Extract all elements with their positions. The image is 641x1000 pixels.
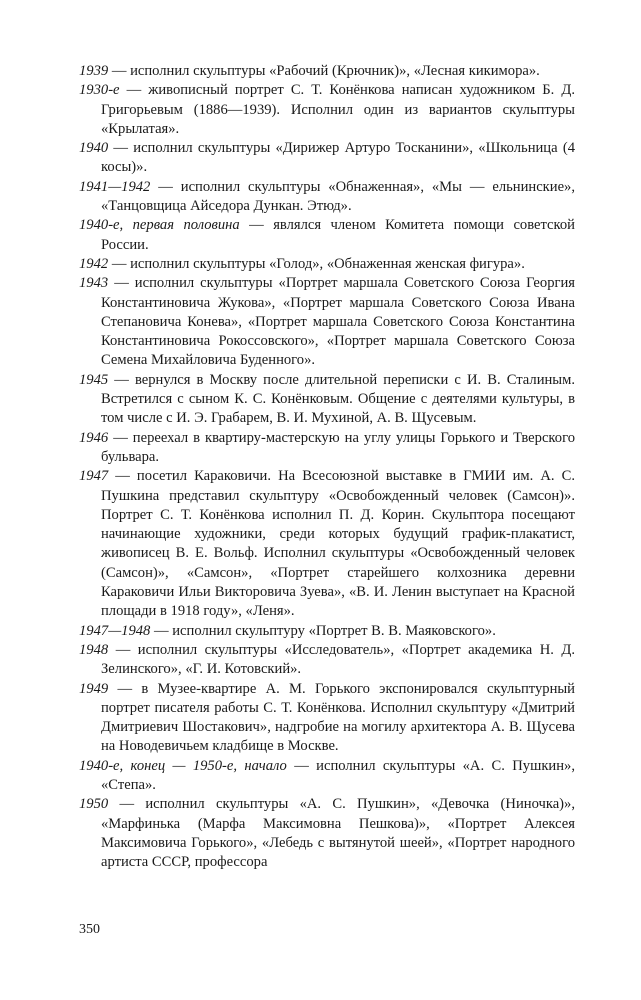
chronology-entry xyxy=(79,255,575,274)
entry-text: — исполнил скульптуры «Рабочий (Крючник)», «Лесная кикимора». xyxy=(108,63,540,79)
chronology-entry xyxy=(79,178,575,217)
chronology-entry xyxy=(79,757,575,796)
entry-text: — исполнил скульптуры «Обнаженная», «Мы — ельнинские», «Танцовщица Айседора Дункан. Этюд». xyxy=(101,178,575,215)
entry-text: — переехал в квартиру-мастерскую на углу улицы Горького и Тверского бульвара. xyxy=(101,429,575,465)
entry-text: — исполнил скульптуры «Голод», «Обнаженная женская фигура». xyxy=(108,255,525,272)
entry-date: 1947—1948 xyxy=(79,622,151,639)
chronology-entry xyxy=(79,622,575,641)
entry-text: — посетил Караковичи. На Всесоюзной выставке в ГМИИ им. А. С. Пушкина представил скульптуру «Освобожденный человек (Самсон)». Портрет С. Т. Конёнкова исполнил П. Д. Корин. Скульптора посещают начинающие художники, среди которых будущий график-плакатист, живописец В. Е. Вольф. Исполнил скульптуры «Освобожденный человек (Самсон)», «Самсон», «Портрет старейшего колхозника деревни Караковичи Ильи Викторовича Зуева», «В. И. Ленин выступает на Красной площади в 1918 году», «Леня». xyxy=(101,468,575,620)
chronology-entry xyxy=(79,274,575,370)
entry-date: 1947 xyxy=(79,468,109,485)
entry-date: 1949 xyxy=(79,680,109,697)
entry-text: — исполнил скульптуры «Портрет маршала Советского Союза Георгия Константиновича Жукова», «Портрет маршала Советского Союза Ивана Степановича Конева», «Портрет маршала Советского Союза Константина Константиновича Рокоссовского», «Портрет маршала Советского Союза Семена Михайловича Буденного». xyxy=(101,275,575,369)
chronology-entry xyxy=(79,680,575,757)
chronology-entry xyxy=(79,429,575,468)
chronology-entry xyxy=(79,216,575,255)
entry-text: — исполнил скульптуру «Портрет В. В. Маяковского». xyxy=(150,622,496,639)
entry-date: 1941—1942 xyxy=(79,178,151,195)
entry-date: 1946 xyxy=(79,429,109,446)
entry-date: 1943 xyxy=(79,275,109,292)
entry-text: — исполнил скульптуры «Исследователь», «Портрет академика Н. Д. Зелинского», «Г. И. Котовский». xyxy=(101,641,575,678)
entry-date: 1940-е, конец — 1950-е, начало xyxy=(79,757,287,774)
entry-date: 1942 xyxy=(79,255,109,272)
entry-date: 1930-е xyxy=(79,82,120,99)
entry-text: — вернулся в Москву после длительной переписки с И. В. Сталиным. Встретился с сыном К. С. Конёнковым. Общение с деятелями культуры, в том числе с И. Э. Грабарем, В. И. Мухиной, А. В. Щусевым. xyxy=(101,371,575,427)
chronology-entry xyxy=(79,467,575,621)
entry-date: 1950 xyxy=(79,796,109,813)
entry-text: — в Музее-квартире А. М. Горького экспонировался скульптурный портрет писателя работы С. Т. Конёнкова. Исполнил скульптуру «Дмитрий Дмитриевич Шостакович», надгробие на могилу архитектора А. В. Щусева на Новодевичьем кладбище в Москве. xyxy=(101,680,575,755)
entry-text: — являлся членом Комитета помощи советской России. xyxy=(101,217,575,253)
chronology-entry xyxy=(79,139,575,178)
chronology-entry xyxy=(79,371,575,429)
chronology-page xyxy=(79,62,575,872)
chronology-entry xyxy=(79,795,575,872)
entry-text: — исполнил скульптуры «А. С. Пушкин», «Девочка (Ниночка)», «Марфинька (Марфа Максимовна Пешкова)», «Портрет Алексея Максимовича Горького», «Лебедь с вытянутой шеей», «Портрет народного артиста СССР, профессора xyxy=(101,796,575,871)
entry-text: — исполнил скульптуры «Дирижер Артуро Тосканини», «Школьница (4 косы)». xyxy=(101,140,575,176)
entry-date: 1948 xyxy=(79,641,109,658)
entry-date: 1940 xyxy=(79,140,109,157)
entry-text: — исполнил скульптуры «А. С. Пушкин», «Степа». xyxy=(101,757,575,793)
entry-date: 1945 xyxy=(79,371,109,388)
chronology-entry xyxy=(79,641,575,680)
chronology-entry xyxy=(79,81,575,139)
entry-date: 1940-е, первая половина xyxy=(79,217,240,234)
entry-date: 1939 xyxy=(79,63,109,79)
chronology-entry xyxy=(79,62,575,81)
page-number: 350 xyxy=(79,922,100,937)
entry-text: — живописный портрет С. Т. Конёнкова написан художником Б. Д. Григорьевым (1886—1939). Исполнил один из вариантов скульптуры «Крылатая». xyxy=(101,82,575,137)
